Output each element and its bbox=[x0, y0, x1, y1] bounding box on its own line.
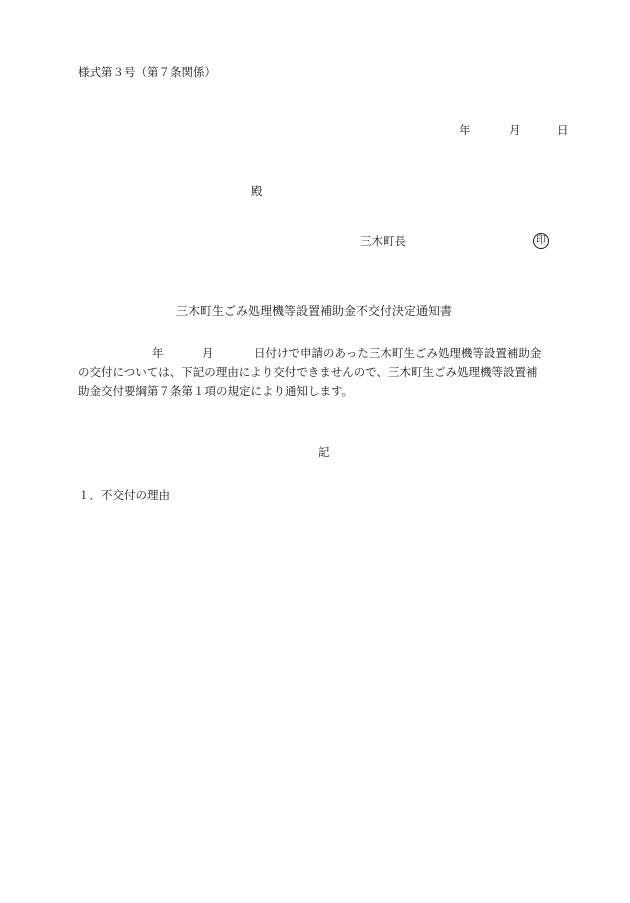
document-title: 三木町生ごみ処理機等設置補助金不交付決定通知書 bbox=[176, 304, 453, 318]
body-year-label: 年 bbox=[152, 346, 164, 360]
body-month-label: 月 bbox=[202, 346, 214, 360]
date-day-label: 日 bbox=[557, 123, 569, 137]
body-line-3: 助金交付要綱第７条第１項の規定により通知します。 bbox=[78, 384, 354, 398]
date-year-label: 年 bbox=[459, 123, 471, 137]
record-heading: 記 bbox=[318, 445, 330, 459]
body-line-1-text: 日付けで申請のあった三木町生ごみ処理機等設置補助金 bbox=[254, 346, 542, 360]
addressee-honorific: 殿 bbox=[251, 184, 263, 198]
item-reason-heading: １．不交付の理由 bbox=[78, 488, 170, 502]
seal-icon: 印 bbox=[533, 233, 549, 249]
form-number: 様式第３号（第７条関係） bbox=[78, 65, 216, 79]
date-month-label: 月 bbox=[509, 123, 521, 137]
issuer-title: 三木町長 bbox=[360, 234, 406, 248]
body-line-2: の交付については、下記の理由により交付できませんので、三木町生ごみ処理機等設置補 bbox=[78, 365, 538, 379]
